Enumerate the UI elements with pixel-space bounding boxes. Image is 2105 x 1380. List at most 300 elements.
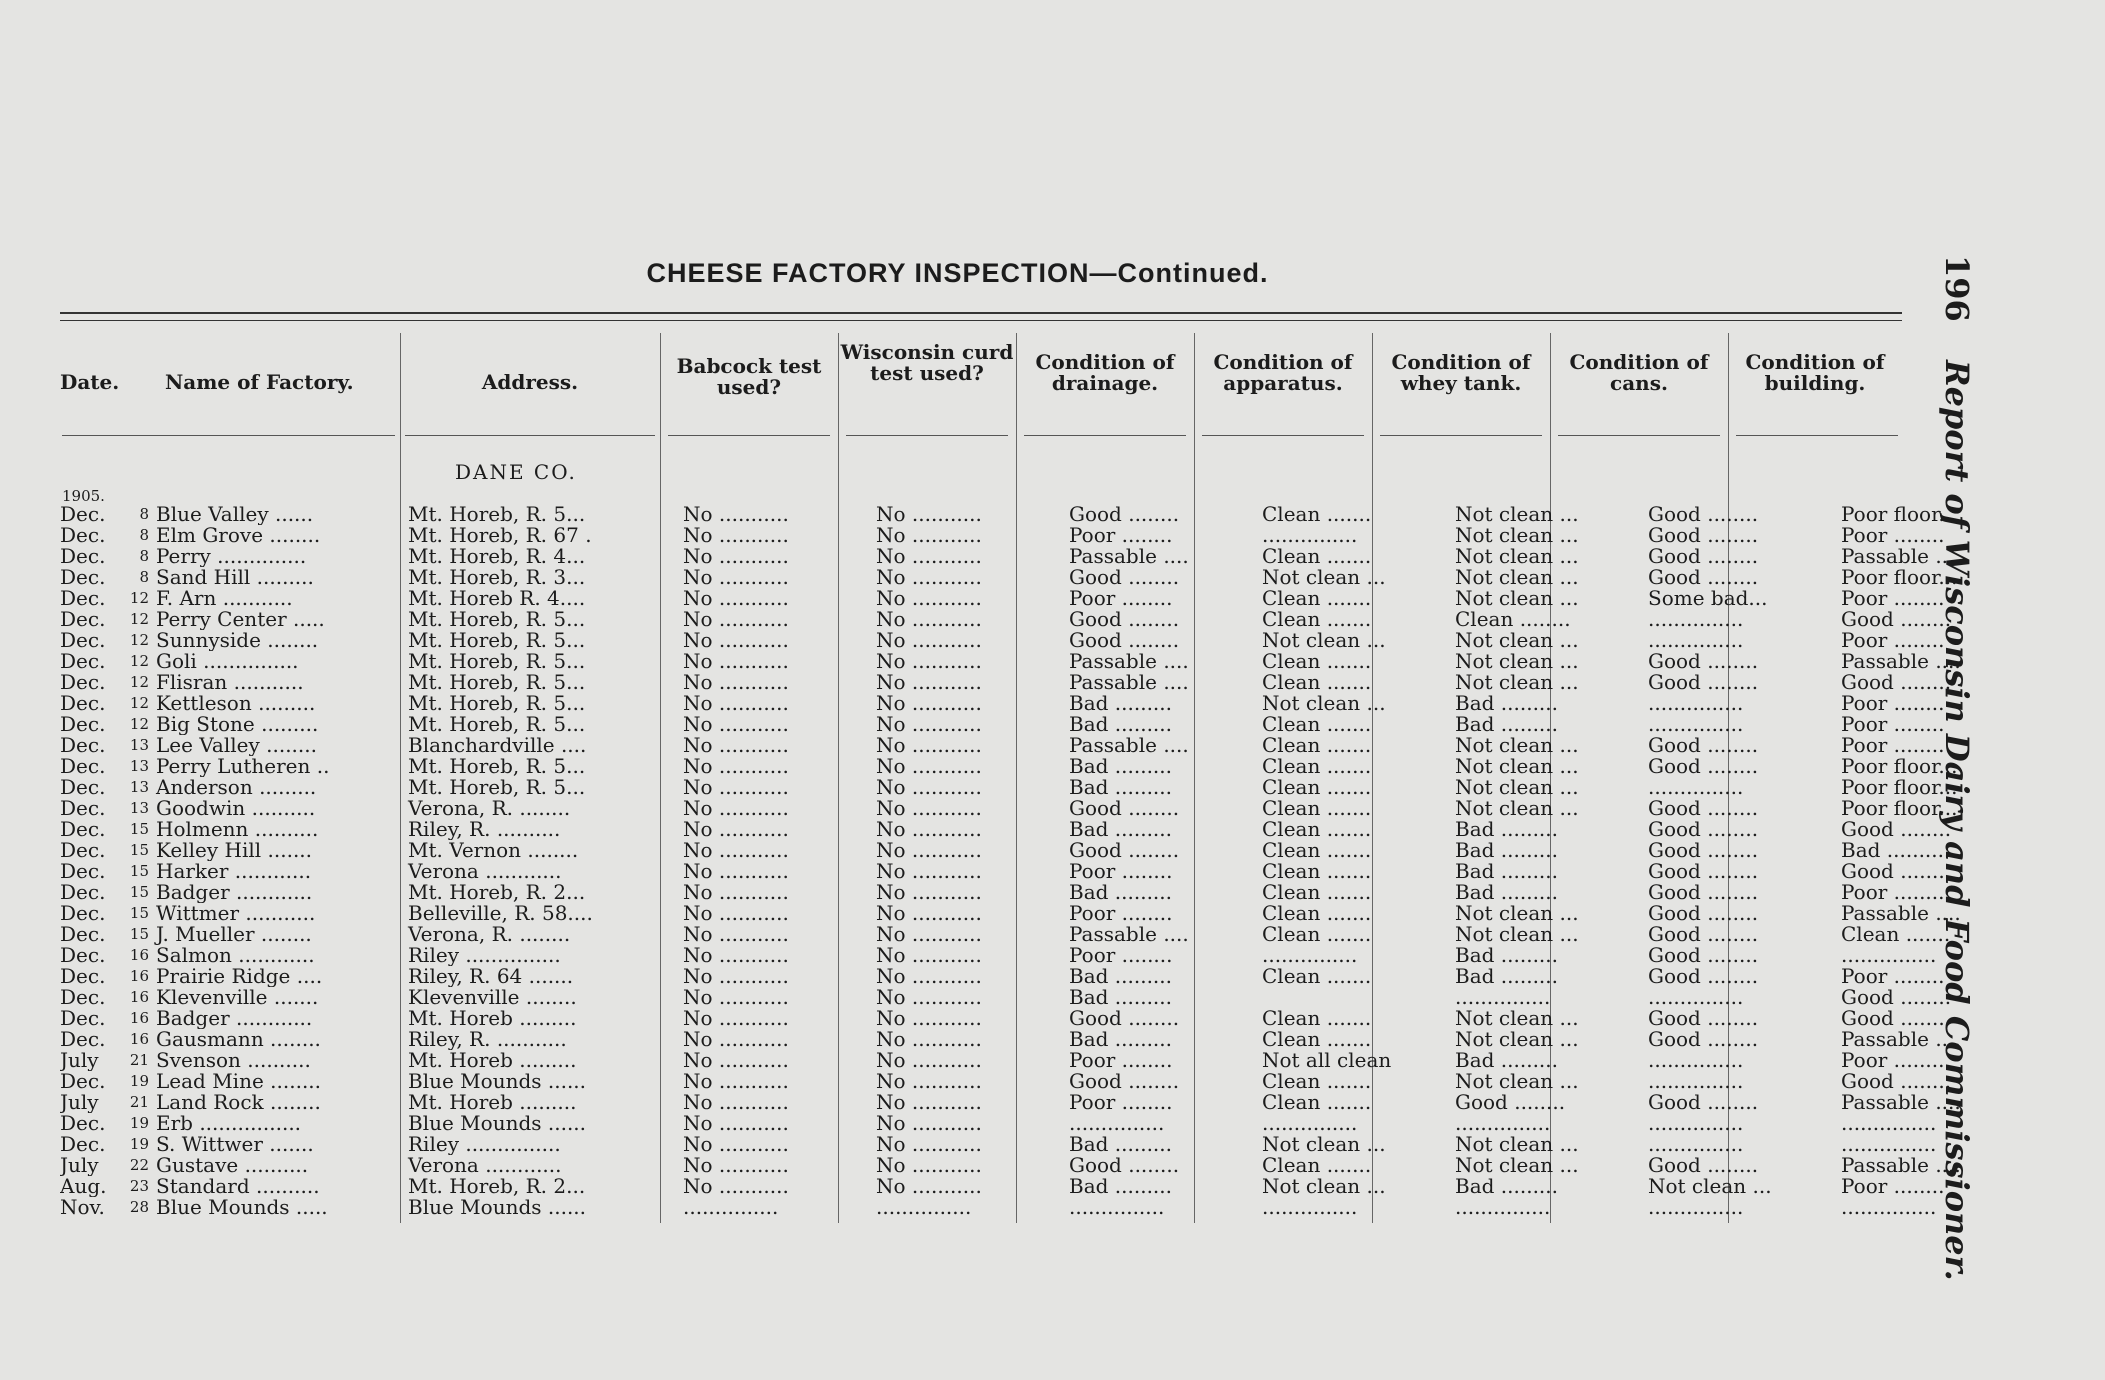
row-address: Mt. Horeb, R. 5...: [408, 714, 586, 735]
row-factory-name: Kettleson .........: [156, 693, 316, 714]
row-address: Blue Mounds ......: [408, 1071, 587, 1092]
row-whey-tank: Bad .........: [1455, 693, 1558, 714]
row-whey-tank: Not clean ...: [1455, 588, 1579, 609]
row-factory-name: Gausmann ........: [156, 1029, 321, 1050]
top-rule: [60, 312, 1902, 314]
row-wisconsin: No ...........: [876, 1176, 982, 1197]
row-day: 15: [129, 904, 149, 922]
row-babcock: No ...........: [683, 735, 789, 756]
table-row: [60, 1092, 2011, 1113]
row-apparatus: Clean .......: [1262, 546, 1372, 567]
header-cans: Condition of cans.: [1569, 350, 1709, 395]
row-cans: Good ........: [1648, 882, 1759, 903]
row-apparatus: Clean .......: [1262, 966, 1372, 987]
row-address: Riley ...............: [408, 1134, 561, 1155]
row-day: 28: [129, 1198, 149, 1216]
row-wisconsin: No ...........: [876, 588, 982, 609]
row-apparatus: Clean .......: [1262, 798, 1372, 819]
row-day: 21: [129, 1051, 149, 1069]
row-cans: Good ........: [1648, 966, 1759, 987]
row-wisconsin: No ...........: [876, 798, 982, 819]
row-building: Good ........: [1841, 819, 1952, 840]
row-cans: Good ........: [1648, 756, 1759, 777]
row-wisconsin: No ...........: [876, 966, 982, 987]
row-apparatus: ...............: [1262, 525, 1358, 546]
row-month: Dec.: [60, 651, 106, 672]
row-building: Passable ....: [1841, 546, 1961, 567]
row-factory-name: Salmon ............: [156, 945, 315, 966]
row-address: Belleville, R. 58....: [408, 903, 593, 924]
row-address: Blanchardville ....: [408, 735, 587, 756]
row-building: Poor floor...: [1841, 798, 1958, 819]
row-babcock: No ...........: [683, 1008, 789, 1029]
row-building: Poor ........: [1841, 966, 1945, 987]
row-babcock: No ...........: [683, 1155, 789, 1176]
row-cans: Good ........: [1648, 1008, 1759, 1029]
row-wisconsin: No ...........: [876, 735, 982, 756]
row-apparatus: Clean .......: [1262, 861, 1372, 882]
row-cans: Good ........: [1648, 819, 1759, 840]
row-wisconsin: No ...........: [876, 693, 982, 714]
table-row: [60, 567, 2011, 588]
row-wisconsin: No ...........: [876, 546, 982, 567]
row-apparatus: Clean .......: [1262, 903, 1372, 924]
row-babcock: No ...........: [683, 903, 789, 924]
row-apparatus: Clean .......: [1262, 1092, 1372, 1113]
row-apparatus: ...............: [1262, 945, 1358, 966]
row-day: 12: [129, 631, 149, 649]
row-day: 15: [129, 862, 149, 880]
table-row: [60, 1197, 2011, 1218]
table-row: [60, 903, 2011, 924]
page-number: 196: [1938, 255, 1976, 322]
header-date: Date.: [60, 370, 120, 394]
row-address: Verona ............: [408, 861, 562, 882]
row-factory-name: Wittmer ...........: [156, 903, 316, 924]
row-building: Poor floor...: [1841, 777, 1958, 798]
row-address: Verona, R. ........: [408, 924, 571, 945]
row-factory-name: Elm Grove ........: [156, 525, 321, 546]
row-whey-tank: Not clean ...: [1455, 546, 1579, 567]
header-underline: [1380, 435, 1542, 436]
row-factory-name: Lee Valley ........: [156, 735, 317, 756]
row-month: Aug.: [60, 1176, 107, 1197]
row-address: Mt. Horeb, R. 5...: [408, 693, 586, 714]
row-whey-tank: Not clean ...: [1455, 651, 1579, 672]
row-wisconsin: No ...........: [876, 756, 982, 777]
row-address: Mt. Horeb, R. 2...: [408, 882, 586, 903]
row-babcock: No ...........: [683, 1113, 789, 1134]
row-factory-name: Badger ............: [156, 882, 313, 903]
row-drainage: ...............: [1069, 1113, 1165, 1134]
row-cans: Good ........: [1648, 546, 1759, 567]
row-babcock: ...............: [683, 1197, 779, 1218]
row-factory-name: Svenson ..........: [156, 1050, 311, 1071]
row-drainage: Poor ........: [1069, 945, 1173, 966]
row-month: Dec.: [60, 1071, 106, 1092]
row-babcock: No ...........: [683, 1176, 789, 1197]
row-building: Clean .......: [1841, 924, 1951, 945]
table-row: [60, 756, 2011, 777]
row-apparatus: Not clean ...: [1262, 1176, 1386, 1197]
row-building: ...............: [1841, 1197, 1937, 1218]
row-wisconsin: No ...........: [876, 1155, 982, 1176]
row-month: Dec.: [60, 987, 106, 1008]
row-building: Good ........: [1841, 987, 1952, 1008]
row-address: Mt. Horeb, R. 4...: [408, 546, 586, 567]
row-babcock: No ...........: [683, 840, 789, 861]
row-cans: ...............: [1648, 693, 1744, 714]
row-whey-tank: Not clean ...: [1455, 924, 1579, 945]
row-cans: ...............: [1648, 630, 1744, 651]
row-drainage: Bad .........: [1069, 882, 1172, 903]
row-wisconsin: No ...........: [876, 1008, 982, 1029]
row-factory-name: Gustave ..........: [156, 1155, 309, 1176]
row-building: Bad ..........: [1841, 840, 1951, 861]
row-drainage: Poor ........: [1069, 1092, 1173, 1113]
row-apparatus: Clean .......: [1262, 735, 1372, 756]
row-cans: Good ........: [1648, 840, 1759, 861]
row-cans: Good ........: [1648, 651, 1759, 672]
row-apparatus: Clean .......: [1262, 1029, 1372, 1050]
table-row: [60, 777, 2011, 798]
header-underline: [62, 435, 395, 436]
row-address: Mt. Horeb, R. 5...: [408, 672, 586, 693]
row-cans: Good ........: [1648, 924, 1759, 945]
row-cans: ...............: [1648, 1134, 1744, 1155]
row-month: July: [60, 1155, 99, 1176]
row-apparatus: Clean .......: [1262, 609, 1372, 630]
row-whey-tank: Not clean ...: [1455, 1029, 1579, 1050]
page-title: CHEESE FACTORY INSPECTION—Continued.: [646, 258, 1269, 288]
row-babcock: No ...........: [683, 693, 789, 714]
row-factory-name: Klevenville .......: [156, 987, 319, 1008]
row-drainage: Passable ....: [1069, 924, 1189, 945]
row-building: Poor ........: [1841, 630, 1945, 651]
row-building: Good ........: [1841, 861, 1952, 882]
row-drainage: Bad .........: [1069, 1029, 1172, 1050]
table-row: [60, 924, 2011, 945]
table-row: [60, 1113, 2011, 1134]
row-factory-name: Sand Hill .........: [156, 567, 314, 588]
row-month: Dec.: [60, 798, 106, 819]
row-month: Dec.: [60, 588, 106, 609]
row-day: 22: [129, 1156, 149, 1174]
row-address: Riley, R. ..........: [408, 819, 561, 840]
row-babcock: No ...........: [683, 567, 789, 588]
row-address: Mt. Horeb .........: [408, 1050, 577, 1071]
table-row: [60, 945, 2011, 966]
row-month: Dec.: [60, 525, 106, 546]
row-wisconsin: No ...........: [876, 861, 982, 882]
row-apparatus: Not clean ...: [1262, 567, 1386, 588]
row-whey-tank: ...............: [1455, 1197, 1551, 1218]
row-babcock: No ...........: [683, 588, 789, 609]
row-babcock: No ...........: [683, 1050, 789, 1071]
row-drainage: Bad .........: [1069, 987, 1172, 1008]
table-row: [60, 546, 2011, 567]
row-babcock: No ...........: [683, 966, 789, 987]
row-day: 8: [139, 547, 149, 565]
row-month: Dec.: [60, 1008, 106, 1029]
table-row: [60, 798, 2011, 819]
row-day: 16: [129, 946, 149, 964]
row-wisconsin: No ...........: [876, 504, 982, 525]
row-babcock: No ...........: [683, 945, 789, 966]
row-wisconsin: No ...........: [876, 651, 982, 672]
row-babcock: No ...........: [683, 1134, 789, 1155]
row-building: Poor floor...: [1841, 567, 1958, 588]
row-babcock: No ...........: [683, 630, 789, 651]
row-wisconsin: No ...........: [876, 630, 982, 651]
row-factory-name: Perry ..............: [156, 546, 307, 567]
row-drainage: Poor ........: [1069, 525, 1173, 546]
table-row: [60, 840, 2011, 861]
county-heading: DANE CO.: [455, 460, 577, 484]
row-drainage: Bad .........: [1069, 966, 1172, 987]
row-cans: Good ........: [1648, 945, 1759, 966]
row-babcock: No ...........: [683, 672, 789, 693]
row-babcock: No ...........: [683, 1071, 789, 1092]
row-apparatus: Clean .......: [1262, 819, 1372, 840]
table-row: [60, 819, 2011, 840]
row-drainage: Good ........: [1069, 504, 1180, 525]
row-month: Dec.: [60, 504, 106, 525]
table-row: [60, 1176, 2011, 1197]
row-month: Dec.: [60, 714, 106, 735]
row-cans: Good ........: [1648, 1029, 1759, 1050]
row-drainage: Good ........: [1069, 840, 1180, 861]
row-apparatus: Not clean ...: [1262, 630, 1386, 651]
row-drainage: Good ........: [1069, 1155, 1180, 1176]
row-wisconsin: ...............: [876, 1197, 972, 1218]
row-drainage: Good ........: [1069, 1008, 1180, 1029]
row-address: Mt. Horeb, R. 5...: [408, 756, 586, 777]
row-day: 12: [129, 589, 149, 607]
row-whey-tank: Not clean ...: [1455, 1134, 1579, 1155]
table-row: [60, 609, 2011, 630]
row-apparatus: Clean .......: [1262, 840, 1372, 861]
row-address: Mt. Horeb, R. 5...: [408, 777, 586, 798]
header-underline: [1736, 435, 1898, 436]
row-cans: Good ........: [1648, 903, 1759, 924]
row-drainage: Good ........: [1069, 1071, 1180, 1092]
row-whey-tank: ...............: [1455, 1113, 1551, 1134]
row-whey-tank: Not clean ...: [1455, 903, 1579, 924]
row-apparatus: Clean .......: [1262, 504, 1372, 525]
row-drainage: Passable ....: [1069, 651, 1189, 672]
row-factory-name: Perry Lutheren ..: [156, 756, 330, 777]
row-address: Mt. Horeb .........: [408, 1092, 577, 1113]
row-cans: Good ........: [1648, 1155, 1759, 1176]
row-factory-name: Holmenn ..........: [156, 819, 319, 840]
row-babcock: No ...........: [683, 798, 789, 819]
row-address: Blue Mounds ......: [408, 1197, 587, 1218]
header-underline: [668, 435, 830, 436]
inspection-table: [60, 504, 2011, 1218]
row-factory-name: Anderson .........: [156, 777, 317, 798]
row-whey-tank: Not clean ...: [1455, 672, 1579, 693]
year-label: 1905.: [62, 487, 105, 505]
row-day: 12: [129, 694, 149, 712]
row-month: July: [60, 1050, 99, 1071]
row-whey-tank: Clean ........: [1455, 609, 1571, 630]
row-drainage: Bad .........: [1069, 777, 1172, 798]
row-day: 13: [129, 778, 149, 796]
row-apparatus: Clean .......: [1262, 714, 1372, 735]
row-month: Dec.: [60, 924, 106, 945]
row-address: Mt. Horeb, R. 5...: [408, 651, 586, 672]
row-address: Blue Mounds ......: [408, 1113, 587, 1134]
row-whey-tank: Not clean ...: [1455, 1008, 1579, 1029]
row-cans: Good ........: [1648, 525, 1759, 546]
row-address: Mt. Horeb, R. 3...: [408, 567, 586, 588]
row-month: Dec.: [60, 903, 106, 924]
row-wisconsin: No ...........: [876, 1050, 982, 1071]
row-factory-name: J. Mueller ........: [156, 924, 312, 945]
row-apparatus: Not clean ...: [1262, 693, 1386, 714]
row-month: Dec.: [60, 966, 106, 987]
row-day: 13: [129, 799, 149, 817]
row-month: Dec.: [60, 819, 106, 840]
table-row: [60, 714, 2011, 735]
table-row: [60, 693, 2011, 714]
row-wisconsin: No ...........: [876, 819, 982, 840]
table-row: [60, 630, 2011, 651]
row-wisconsin: No ...........: [876, 987, 982, 1008]
row-cans: ...............: [1648, 777, 1744, 798]
row-factory-name: Goli ...............: [156, 651, 299, 672]
row-month: Dec.: [60, 693, 106, 714]
row-whey-tank: Bad .........: [1455, 819, 1558, 840]
table-row: [60, 1050, 2011, 1071]
row-address: Verona, R. ........: [408, 798, 571, 819]
row-babcock: No ...........: [683, 609, 789, 630]
row-whey-tank: Good ........: [1455, 1092, 1566, 1113]
header-factory-name: Name of Factory.: [165, 370, 354, 394]
row-building: Passable ....: [1841, 651, 1961, 672]
row-babcock: No ...........: [683, 714, 789, 735]
row-whey-tank: Not clean ...: [1455, 567, 1579, 588]
table-row: [60, 504, 2011, 525]
row-month: Dec.: [60, 777, 106, 798]
row-cans: ...............: [1648, 987, 1744, 1008]
row-factory-name: Erb ................: [156, 1113, 302, 1134]
row-address: Mt. Horeb, R. 5...: [408, 609, 586, 630]
row-whey-tank: Not clean ...: [1455, 1071, 1579, 1092]
table-row: [60, 966, 2011, 987]
header-whey-tank: Condition of whey tank.: [1391, 350, 1531, 395]
row-building: Passable ....: [1841, 903, 1961, 924]
row-drainage: Good ........: [1069, 798, 1180, 819]
row-wisconsin: No ...........: [876, 882, 982, 903]
row-cans: ...............: [1648, 1071, 1744, 1092]
header-underline: [1202, 435, 1364, 436]
table-row: [60, 1134, 2011, 1155]
row-babcock: No ...........: [683, 861, 789, 882]
row-wisconsin: No ...........: [876, 1092, 982, 1113]
row-factory-name: Flisran ...........: [156, 672, 304, 693]
table-row: [60, 735, 2011, 756]
row-babcock: No ...........: [683, 546, 789, 567]
row-day: 13: [129, 736, 149, 754]
row-month: Dec.: [60, 861, 106, 882]
row-day: 12: [129, 673, 149, 691]
row-wisconsin: No ...........: [876, 903, 982, 924]
row-month: Dec.: [60, 882, 106, 903]
row-building: Passable ....: [1841, 1029, 1961, 1050]
row-month: Dec.: [60, 609, 106, 630]
row-factory-name: Standard ..........: [156, 1176, 320, 1197]
row-day: 8: [139, 505, 149, 523]
header-underline: [405, 435, 655, 436]
row-month: Dec.: [60, 1134, 106, 1155]
row-babcock: No ...........: [683, 756, 789, 777]
row-factory-name: Harker ............: [156, 861, 312, 882]
row-building: ...............: [1841, 1134, 1937, 1155]
row-factory-name: Badger ............: [156, 1008, 313, 1029]
table-row: [60, 861, 2011, 882]
row-whey-tank: Not clean ...: [1455, 756, 1579, 777]
header-wisconsin: Wisconsin curd test used?: [840, 340, 1014, 385]
row-day: 15: [129, 820, 149, 838]
row-factory-name: S. Wittwer .......: [156, 1134, 314, 1155]
row-wisconsin: No ...........: [876, 945, 982, 966]
row-drainage: Bad .........: [1069, 1134, 1172, 1155]
row-building: ...............: [1841, 1113, 1937, 1134]
row-address: Klevenville ........: [408, 987, 577, 1008]
row-day: 12: [129, 715, 149, 733]
row-day: 12: [129, 610, 149, 628]
row-month: Dec.: [60, 1029, 106, 1050]
row-factory-name: Goodwin ..........: [156, 798, 316, 819]
row-whey-tank: Bad .........: [1455, 861, 1558, 882]
row-building: Poor floor...: [1841, 756, 1958, 777]
row-month: Dec.: [60, 735, 106, 756]
row-wisconsin: No ...........: [876, 714, 982, 735]
row-day: 13: [129, 757, 149, 775]
row-cans: ...............: [1648, 1113, 1744, 1134]
row-drainage: Bad .........: [1069, 819, 1172, 840]
row-day: 12: [129, 652, 149, 670]
row-day: 19: [129, 1135, 149, 1153]
row-month: Dec.: [60, 756, 106, 777]
row-building: Poor ........: [1841, 882, 1945, 903]
header-drainage: Condition of drainage.: [1035, 350, 1175, 395]
row-month: Dec.: [60, 945, 106, 966]
row-whey-tank: Bad .........: [1455, 882, 1558, 903]
row-factory-name: Sunnyside ........: [156, 630, 319, 651]
row-wisconsin: No ...........: [876, 1134, 982, 1155]
row-whey-tank: Not clean ...: [1455, 504, 1579, 525]
table-row: [60, 987, 2011, 1008]
row-whey-tank: Bad .........: [1455, 840, 1558, 861]
row-babcock: No ...........: [683, 504, 789, 525]
row-wisconsin: No ...........: [876, 1071, 982, 1092]
row-cans: ...............: [1648, 714, 1744, 735]
row-cans: ...............: [1648, 1197, 1744, 1218]
row-day: 19: [129, 1114, 149, 1132]
header-address: Address.: [481, 370, 579, 394]
row-whey-tank: Bad .........: [1455, 945, 1558, 966]
row-factory-name: Land Rock ........: [156, 1092, 321, 1113]
row-factory-name: Blue Valley ......: [156, 504, 314, 525]
row-cans: Good ........: [1648, 735, 1759, 756]
row-address: Mt. Vernon ........: [408, 840, 579, 861]
row-building: Good ........: [1841, 1071, 1952, 1092]
row-drainage: Poor ........: [1069, 588, 1173, 609]
row-building: Poor ........: [1841, 1050, 1945, 1071]
